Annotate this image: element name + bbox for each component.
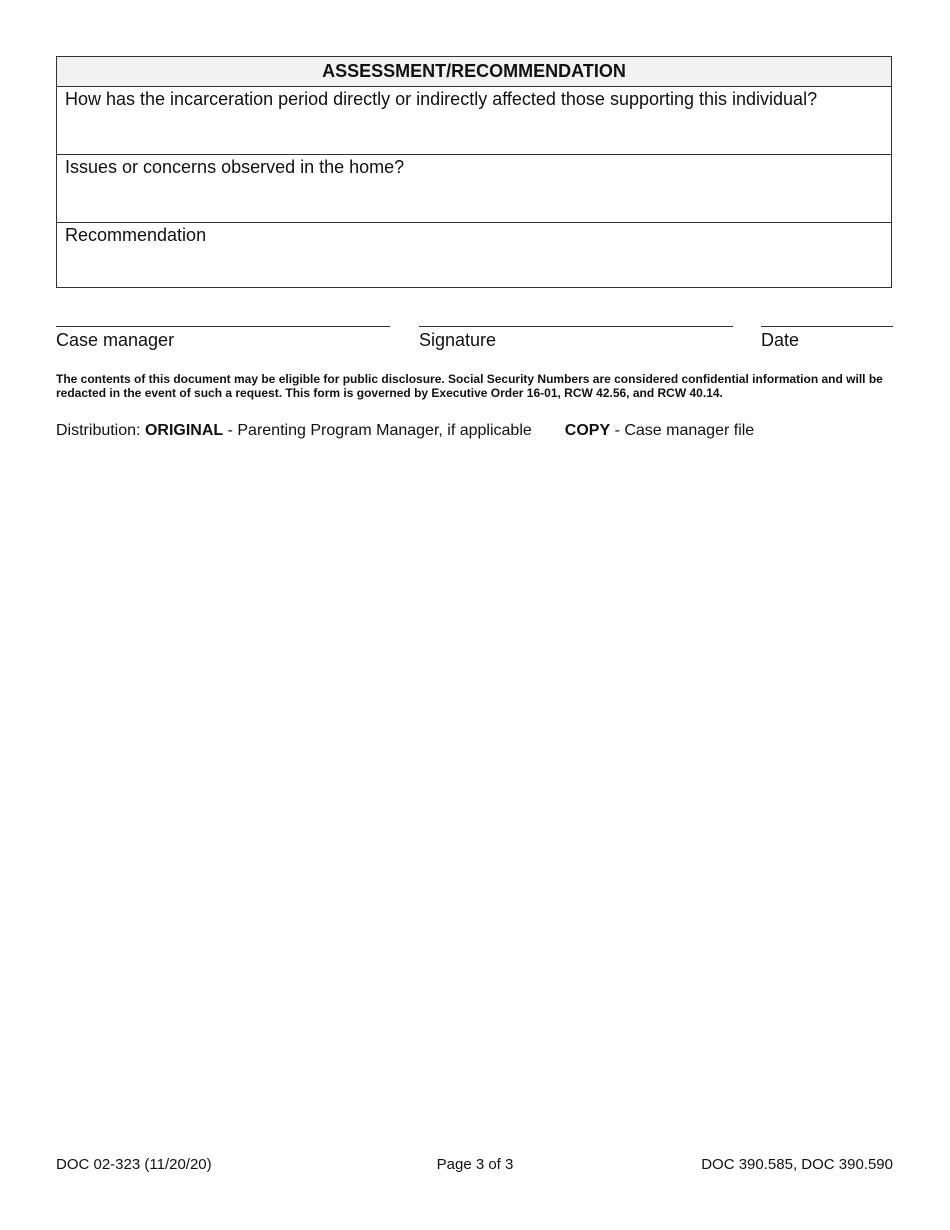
recommendation-answer-field[interactable] — [65, 249, 887, 287]
distribution-line — [56, 422, 892, 440]
assessment-table — [56, 56, 892, 288]
distribution-prefix: Distribution: — [56, 422, 141, 439]
footer-policy-refs: DOC 390.585, DOC 390.590 — [701, 1156, 893, 1173]
recommendation-label: Recommendation — [65, 225, 207, 245]
assessment-row-home-concerns — [57, 155, 891, 223]
signature-label: Signature — [419, 330, 497, 350]
date-block — [761, 326, 893, 350]
footer-form-id: DOC 02-323 (11/20/20) — [56, 1156, 212, 1173]
signature-field[interactable] — [419, 297, 737, 325]
case-manager-label: Case manager — [56, 330, 175, 350]
date-label: Date — [761, 330, 800, 350]
distribution-original-text: - Parenting Program Manager, if applicable — [227, 422, 532, 439]
impact-answer-field[interactable] — [65, 113, 887, 151]
footer-page-number: Page 3 of 3 — [436, 1156, 514, 1173]
signature-block — [419, 326, 733, 350]
assessment-row-recommendation — [57, 223, 891, 287]
case-manager-signature-block — [56, 326, 390, 350]
disclosure-notice: The contents of this document may be eligible for public disclosure. Social Security Numbers are considered confidential information and will be redacted in the event of such a request. This form is governed by Executive Order 16-01, RCW 42.56, and RCW 40.14. — [56, 372, 883, 400]
distribution-copy-label: COPY — [564, 422, 611, 439]
assessment-header: ASSESSMENT/RECOMMENDATION — [57, 57, 891, 87]
date-field[interactable] — [761, 297, 897, 325]
assessment-row-impact — [57, 87, 891, 155]
distribution-copy-text: - Case manager file — [614, 422, 755, 439]
case-manager-field[interactable] — [56, 297, 394, 325]
home-concerns-label: Issues or concerns observed in the home? — [65, 157, 405, 177]
home-concerns-answer-field[interactable] — [65, 181, 887, 219]
impact-question-label: How has the incarceration period directly or indirectly affected those supporting this individual? — [65, 89, 818, 109]
distribution-original-label: ORIGINAL — [144, 422, 224, 439]
